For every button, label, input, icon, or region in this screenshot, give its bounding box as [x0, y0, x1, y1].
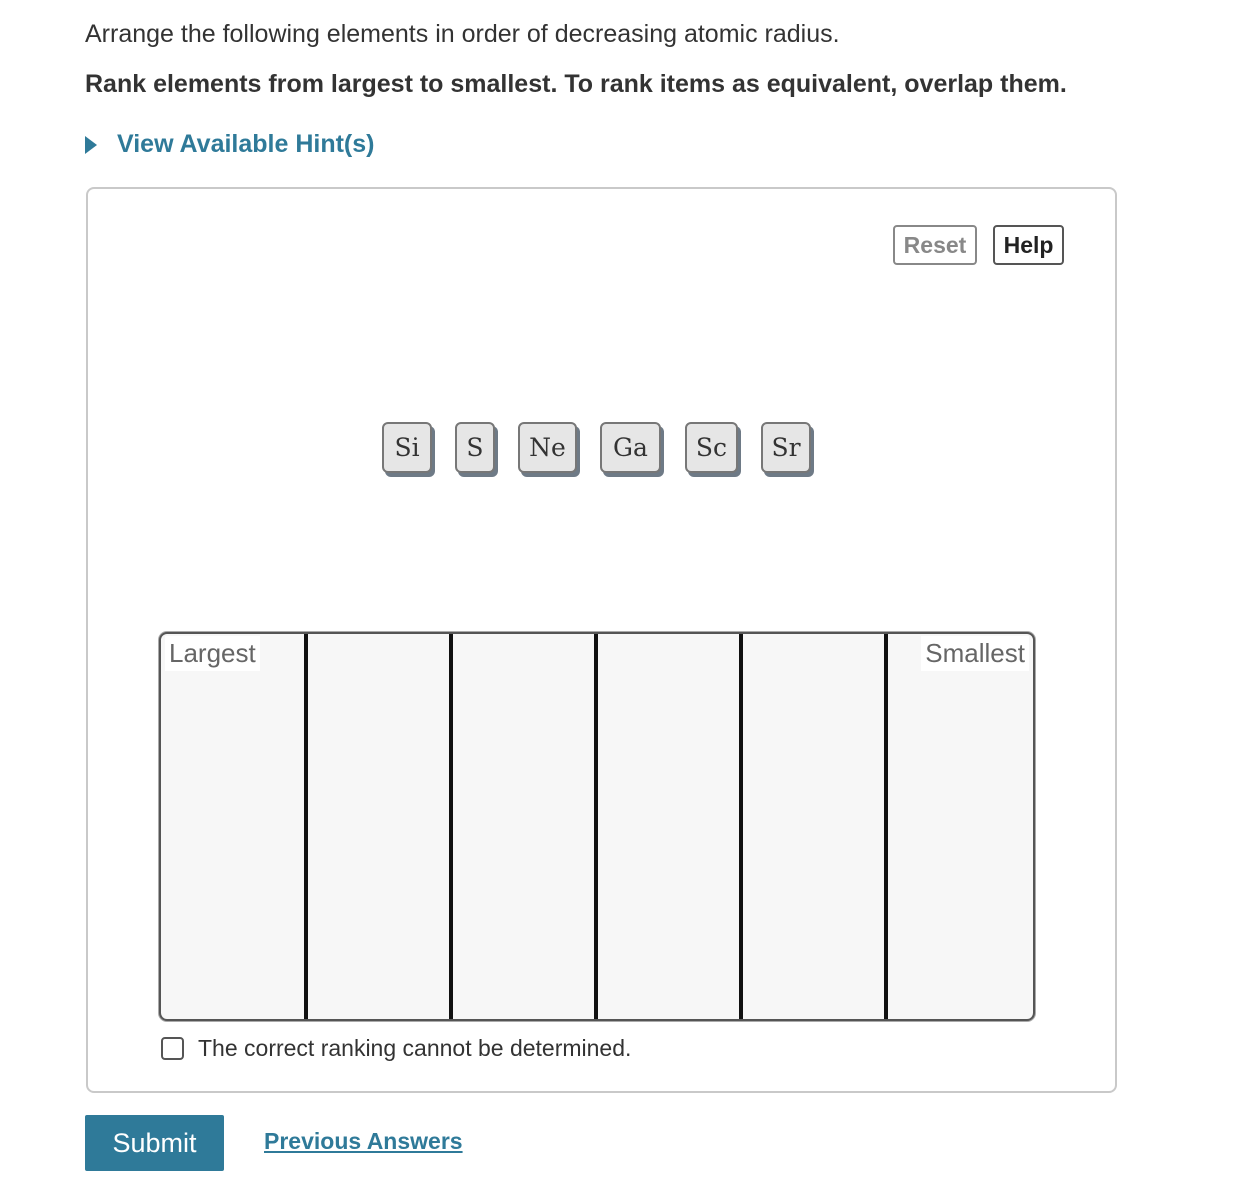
element-tile-ga[interactable]: Ga: [600, 422, 661, 473]
element-tile-sc[interactable]: Sc: [685, 422, 738, 473]
previous-answers-link[interactable]: Previous Answers: [264, 1128, 463, 1154]
largest-label: Largest: [165, 636, 260, 671]
ranking-area[interactable]: [159, 632, 1035, 1021]
question-instruction: Arrange the following elements in order of decreasing atomic radius.: [85, 20, 840, 48]
element-tile-si[interactable]: Si: [382, 422, 432, 473]
cannot-determine-row[interactable]: [161, 1035, 631, 1062]
reset-button[interactable]: Reset: [893, 225, 977, 265]
view-hints-label: View Available Hint(s): [117, 130, 375, 158]
slot-divider: [739, 634, 743, 1019]
view-hints-link[interactable]: [85, 130, 374, 159]
element-tile-s[interactable]: S: [455, 422, 495, 473]
submit-button[interactable]: Submit: [85, 1115, 224, 1171]
question-instruction-bold: Rank elements from largest to smallest. To rank items as equivalent, overlap them.: [85, 70, 1067, 98]
element-tile-sr[interactable]: Sr: [761, 422, 811, 473]
slot-divider: [449, 634, 453, 1019]
help-button[interactable]: Help: [993, 225, 1064, 265]
cannot-determine-label[interactable]: The correct ranking cannot be determined.: [198, 1035, 632, 1061]
slot-divider: [884, 634, 888, 1019]
element-tile-ne[interactable]: Ne: [518, 422, 577, 473]
caret-right-icon: [85, 136, 97, 154]
slot-divider: [304, 634, 308, 1019]
cannot-determine-checkbox[interactable]: [161, 1037, 184, 1060]
slot-divider: [594, 634, 598, 1019]
smallest-label: Smallest: [921, 636, 1029, 671]
